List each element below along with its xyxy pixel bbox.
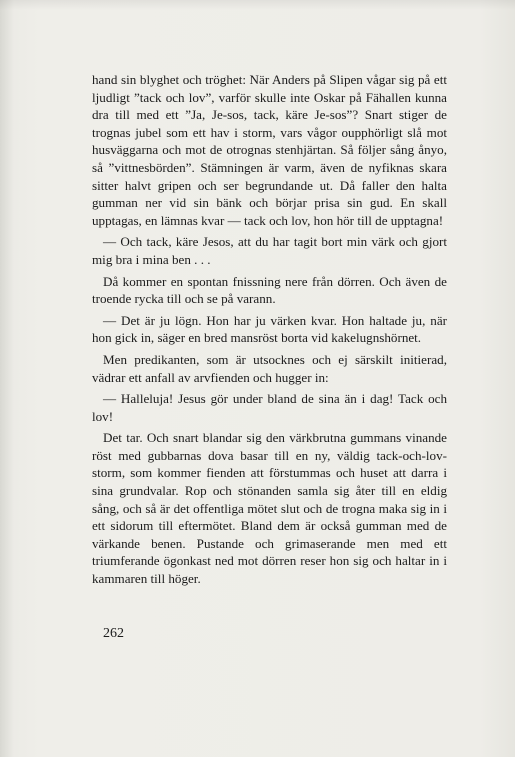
paragraph-7: Det tar. Och snart blandar sig den värkbrutna gummans vinande röst med gubbarnas dova basar till en ny, väldig tack-och-lov-storm, som kommer fienden att förstummas och huset att darra i sina grundvalar. Rop och stönanden samla sig åter till en eldig sång, och så är det offentliga mötet slut och de trogna maka sig in i ett sidorum till eftermötet. Bland dem är också gumman med de värkande benen. Pustande och grimaserande men med ett triumferande ögonkast ned mot dörren reser hon sig och haltar in i kammaren till höger. [92, 430, 447, 587]
paragraph-2: — Och tack, käre Jesos, att du har tagit bort min värk och gjort mig bra i mina ben . . . [92, 234, 447, 267]
paragraph-6: — Halleluja! Jesus gör under bland de sina än i dag! Tack och lov! [92, 391, 447, 424]
paragraph-3: Då kommer en spontan fnissning nere från dörren. Och även de troende rycka till och se på varann. [92, 273, 447, 307]
paragraph-4: — Det är ju lögn. Hon har ju värken kvar. Hon haltade ju, när hon gick in, säger en bred mansröst borta vid kakelugnshörnet. [92, 312, 447, 346]
body-text [92, 71, 447, 592]
paragraph-5: Men predikanten, som är utsocknes och ej särskilt initierad, vädrar ett anfall av arvfienden och hugger in: [92, 351, 447, 385]
page-shadow [0, 0, 515, 10]
page-number: 262 [103, 626, 124, 641]
paragraph-1: hand sin blyghet och tröghet: När Anders på Slipen vågar sig på ett ljudligt ”tack och lov”, varför skulle inte Oskar på Fähallen kunna dra till med ett ”Ja, Je-sos, tack, käre Je-sos”? Snart stiger de trognas jubel som ett hav i storm, vars vågor oupphörligt slå mot husväggarna och mot de otrognas stenhjärtan. Så följer sång ånyo, så ”vittnesbörden”. Stämningen är varm, även de nyfiknas skara sitter halvt gripen och ser begrundande ut. Då faller den halta gumman ner vid sin bänk och börjar prisa sin gud. En skall upptagas, en lämnas kvar — tack och lov, hon hör till de upptagna! [92, 72, 447, 228]
